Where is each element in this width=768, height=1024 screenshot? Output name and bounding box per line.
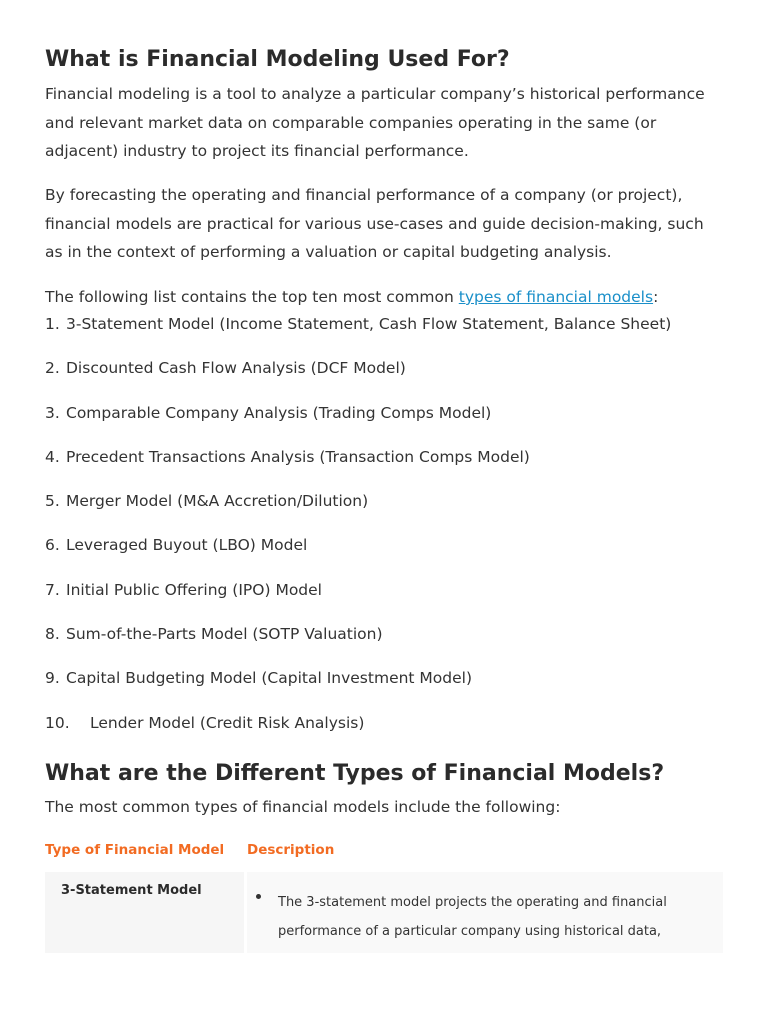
list-item xyxy=(45,620,735,648)
list-item-text: Capital Budgeting Model (Capital Investment Model) xyxy=(66,669,473,688)
list-item-number: 10. xyxy=(45,713,70,732)
list-item-text: 3-Statement Model (Income Statement, Cash Flow Statement, Balance Sheet) xyxy=(66,315,672,333)
table-header xyxy=(45,836,723,870)
list-item-number: 6. xyxy=(45,536,60,555)
list-item-number: 2. xyxy=(45,359,60,378)
section-heading-financial-modeling-uses: What is Financial Modeling Used For? xyxy=(45,47,510,72)
list-item-text: Precedent Transactions Analysis (Transaction Comps Model) xyxy=(66,447,530,466)
list-item xyxy=(45,487,735,515)
section-heading-types-of-models: What are the Different Types of Financial Models? xyxy=(45,761,665,786)
list-intro-colon: : xyxy=(653,288,659,306)
paragraph-definition: Financial modeling is a tool to analyze a particular company’s historical performance and relevant market data on comparable companies operating in the same (or adjacent) industry to project its financial performance. xyxy=(45,85,705,160)
list-item-number: 1. xyxy=(45,315,60,333)
list-item-number: 4. xyxy=(45,447,60,466)
list-item-number: 5. xyxy=(45,492,60,511)
financial-models-list xyxy=(45,310,735,753)
list-item xyxy=(45,576,735,604)
paragraph-types-intro: The most common types of financial models include the following: xyxy=(45,798,561,816)
list-item-number: 7. xyxy=(45,580,60,599)
paragraph-forecasting: By forecasting the operating and financial performance of a company (or project), financial models are practical for various use-cases and guide decision-making, such as in the context of performing a valuation or capital budgeting analysis. xyxy=(45,186,704,261)
list-item-text: Comparable Company Analysis (Trading Comps Model) xyxy=(66,403,492,422)
list-item-number: 8. xyxy=(45,625,60,644)
list-item xyxy=(45,664,735,692)
list-item xyxy=(45,310,735,338)
list-item-number: 3. xyxy=(45,403,60,422)
list-item-number: 9. xyxy=(45,669,60,688)
list-item-text: Discounted Cash Flow Analysis (DCF Model) xyxy=(66,359,406,378)
list-intro-text: The following list contains the top ten most common xyxy=(45,288,459,306)
financial-models-table xyxy=(45,836,723,939)
model-description-text: The 3-statement model projects the operating and financial performance of a particular company using historical data, xyxy=(278,895,667,939)
column-header-description: Description xyxy=(247,842,335,858)
list-item xyxy=(45,709,735,737)
table-cell-type xyxy=(45,872,244,953)
list-item-text: Sum-of-the-Parts Model (SOTP Valuation) xyxy=(66,625,383,644)
bullet-icon xyxy=(256,894,261,899)
types-of-financial-models-link[interactable]: types of financial models xyxy=(458,288,654,306)
list-item xyxy=(45,399,735,427)
table-row xyxy=(45,872,723,953)
column-header-type: Type of Financial Model xyxy=(45,842,225,858)
list-item-text: Leveraged Buyout (LBO) Model xyxy=(66,536,308,555)
list-item-text: Lender Model (Credit Risk Analysis) xyxy=(90,713,365,732)
list-item-text: Merger Model (M&A Accretion/Dilution) xyxy=(66,492,369,511)
list-item xyxy=(45,443,735,471)
paragraph-list-intro xyxy=(45,283,725,312)
table-cell-description xyxy=(247,872,723,953)
model-type-name: 3-Statement Model xyxy=(61,883,202,898)
list-item xyxy=(45,531,735,559)
list-item xyxy=(45,354,735,382)
list-item-text: Initial Public Offering (IPO) Model xyxy=(66,580,322,599)
